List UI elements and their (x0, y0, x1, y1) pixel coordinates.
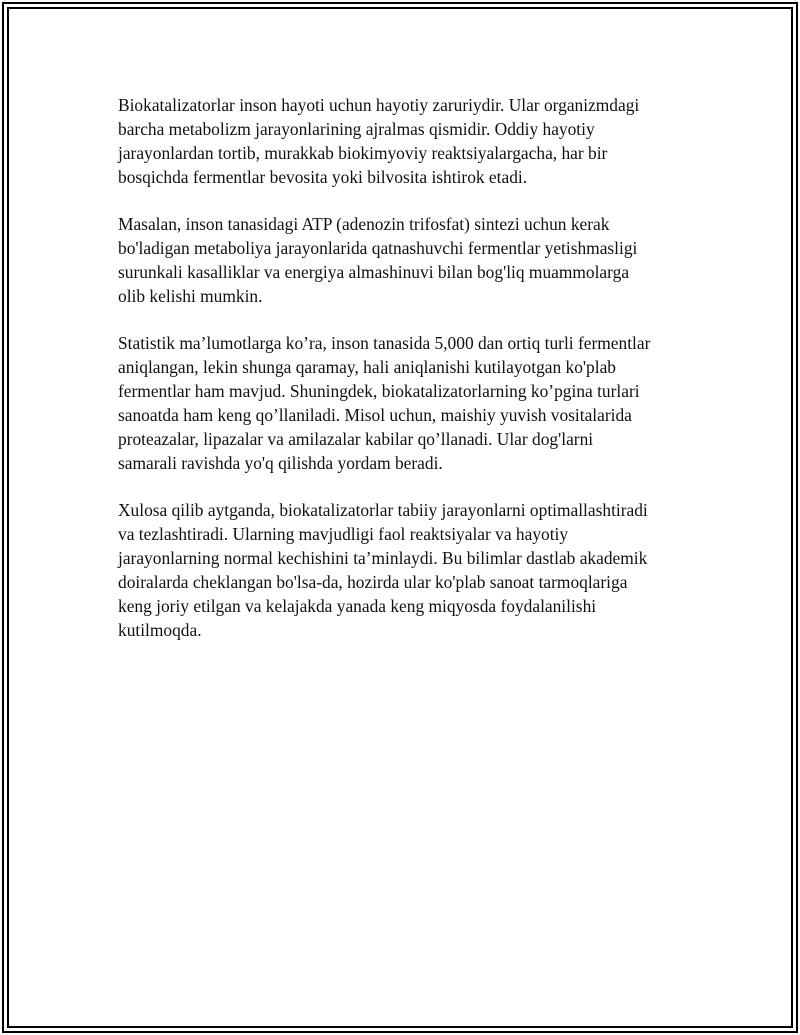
text-line: surunkali kasalliklar va energiya almashinuvi bilan bog'liq muammolarga (118, 262, 630, 282)
text-line: olib kelishi mumkin. (118, 286, 263, 306)
text-line: kutilmoqda. (118, 620, 202, 640)
text-line: barcha metabolizm jarayonlarining ajralmas qismidir. Oddiy hayotiy (118, 119, 595, 139)
text-line: Xulosa qilib aytganda, biokatalizatorlar tabiiy jarayonlarni optimallashtiradi (118, 500, 648, 520)
text-line: bo'ladigan metaboliya jarayonlarida qatnashuvchi fermentlar yetishmasligi (118, 238, 638, 258)
paragraph-1 (118, 93, 693, 189)
paragraph-2 (118, 212, 693, 308)
text-line: Statistik ma’lumotlarga ko’ra, inson tanasida 5,000 dan ortiq turli fermentlar (118, 333, 651, 353)
text-line: doiralarda cheklangan bo'lsa-da, hozirda ular ko'plab sanoat tarmoqlariga (118, 572, 628, 592)
text-line: fermentlar ham mavjud. Shuningdek, biokatalizatorlarning ko’pgina turlari (118, 381, 640, 401)
text-line: va tezlashtiradi. Ularning mavjudligi faol reaktsiyalar va hayotiy (118, 524, 569, 544)
text-line: jarayonlardan tortib, murakkab biokimyoviy reaktsiyalargacha, har bir (118, 143, 608, 163)
text-line: samarali ravishda yo'q qilishda yordam beradi. (118, 453, 443, 473)
text-line: bosqichda fermentlar bevosita yoki bilvosita ishtirok etadi. (118, 167, 528, 187)
text-line: proteazalar, lipazalar va amilazalar kabilar qo’llanadi. Ular dog'larni (118, 429, 594, 449)
text-line: Biokatalizatorlar inson hayoti uchun hayotiy zaruriydir. Ular organizmdagi (118, 95, 640, 115)
paragraph-4 (118, 498, 693, 642)
document-body (118, 93, 693, 665)
text-line: keng joriy etilgan va kelajakda yanada keng miqyosda foydalanilishi (118, 596, 597, 616)
paragraph-3 (118, 331, 693, 475)
text-line: aniqlangan, lekin shunga qaramay, hali aniqlanishi kutilayotgan ko'plab (118, 357, 616, 377)
text-line: sanoatda ham keng qo’llaniladi. Misol uchun, maishiy yuvish vositalarida (118, 405, 632, 425)
text-line: jarayonlarning normal kechishini ta’minlaydi. Bu bilimlar dastlab akademik (118, 548, 648, 568)
text-line: Masalan, inson tanasidagi ATP (adenozin trifosfat) sintezi uchun kerak (118, 214, 610, 234)
